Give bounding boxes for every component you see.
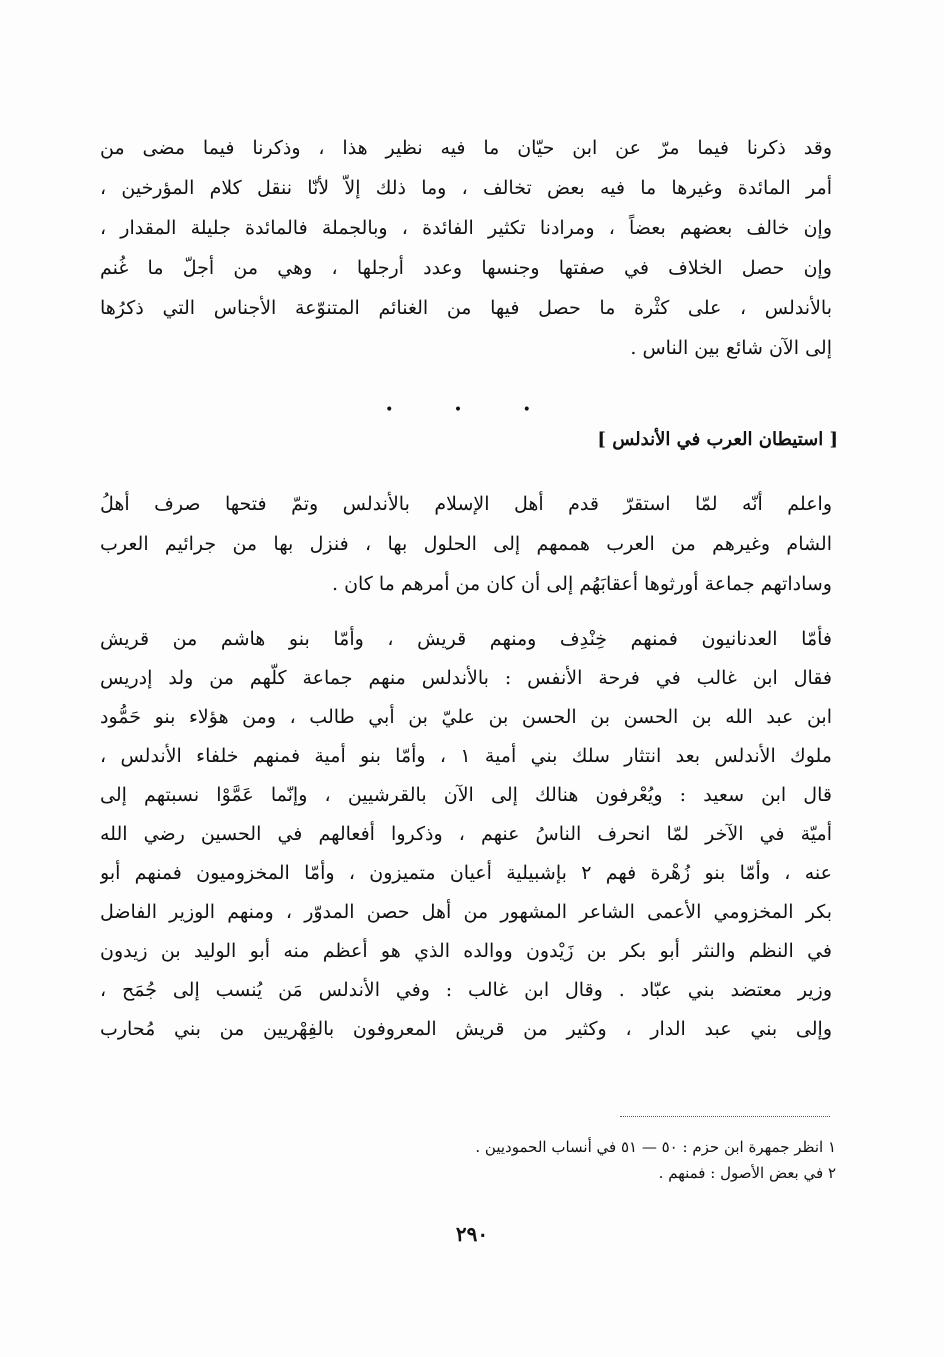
- text-line: أميّة في الآخر لمّا انحرف الناسُ عنهم ، وذكروا أفعالهم في الحسين رضي الله: [100, 823, 832, 845]
- text-line: وإن حصل الخلاف في صفتها وجنسها وعدد أرجلها ، وهي من أجلّ ما غُنم: [100, 257, 832, 279]
- text-line: فأمّا العدنانيون فمنهم خِنْدِف ومنهم قريش ، وأمّا بنو هاشم من قريش: [100, 628, 832, 650]
- text-line: إلى الآن شائع بين الناس .: [630, 337, 832, 359]
- footnote: ٢ في بعض الأصول : فمنهم .: [658, 1164, 836, 1182]
- text-line: الشام وغيرهم من العرب هممهم إلى الحلول بها ، فنزل بها من جرائيم العرب: [100, 533, 832, 555]
- paragraph-settlement: [100, 484, 832, 604]
- text-line: وساداتهم جماعة أورثوها أعقابَهُم إلى أن كان من أمرهم ما كان .: [331, 573, 832, 595]
- text-line: واعلم أنّه لمّا استقرّ قدم أهل الإسلام بالأندلس وتمّ فتحها صرف أهلُ: [100, 493, 832, 515]
- text-line: فقال ابن غالب في فرحة الأنفس : بالأندلس منهم جماعة كلّهم من ولد إدريس: [100, 667, 832, 689]
- text-line: ملوك الأندلس بعد انتثار سلك بني أمية ١ ، وأمّا بنو أمية فمنهم خلفاء الأندلس ،: [100, 745, 832, 767]
- text-line: بكر المخزومي الأعمى الشاعر المشهور من أهل حصن المدوّر ، ومنهم الوزير الفاضل: [100, 901, 832, 923]
- section-separator: • • •: [385, 402, 559, 418]
- section-heading: [ استيطان العرب في الأندلس ]: [597, 429, 838, 450]
- text-line: عنه ، وأمّا بنو زُهْرة فهم ٢ بإشبيلية أعيان متميزون ، وأمّا المخزوميون فمنهم أبو: [100, 862, 832, 884]
- paragraph-intro: [100, 128, 832, 368]
- text-line: أمر المائدة وغيرها ما فيه بعض تخالف ، وما ذلك إلاّ لأنّا ننقل كلام المؤرخين ،: [100, 177, 832, 199]
- text-line: بالأندلس ، على كثْرة ما حصل فيها من الغنائم المتنوّعة الأجناس التي ذكرُها: [100, 297, 832, 319]
- page-number: ٢٩٠: [455, 1222, 489, 1246]
- text-line: وإلى بني عبد الدار ، وكثير من قريش المعروفون بالفِهْريين من بني مُحارب: [100, 1018, 832, 1040]
- footnote: ١ انظر جمهرة ابن حزم : ٥٠ — ٥١ في أنساب الحموديين .: [475, 1138, 836, 1156]
- text-line: وقد ذكرنا فيما مرّ عن ابن حيّان ما فيه نظير هذا ، وذكرنا فيما مضى من: [100, 137, 832, 159]
- text-line: وإن خالف بعضهم بعضاً ، ومرادنا تكثير الفائدة ، وبالجملة فالمائدة جليلة المقدار ،: [100, 217, 832, 239]
- paragraph-adnanites: [100, 620, 832, 1049]
- text-line: وزير معتضد بني عبّاد . وقال ابن غالب : وفي الأندلس مَن يُنسب إلى جُمَح ،: [100, 979, 832, 1001]
- text-line: في النظم والنثر أبو بكر بن زَيْدون ووالده الذي هو أعظم منه أبو الوليد بن زيدون: [100, 940, 832, 962]
- footnotes: [336, 1134, 836, 1186]
- footnote-divider: [620, 1116, 830, 1117]
- text-line: ابن عبد الله بن الحسن بن الحسن بن عليّ بن أبي طالب ، ومن هؤلاء بنو حَمُّود: [100, 706, 832, 728]
- text-line: قال ابن سعيد : ويُعْرفون هنالك إلى الآن بالقرشيين ، وإنّما عَمَّوْا نسبتهم إلى: [100, 784, 832, 806]
